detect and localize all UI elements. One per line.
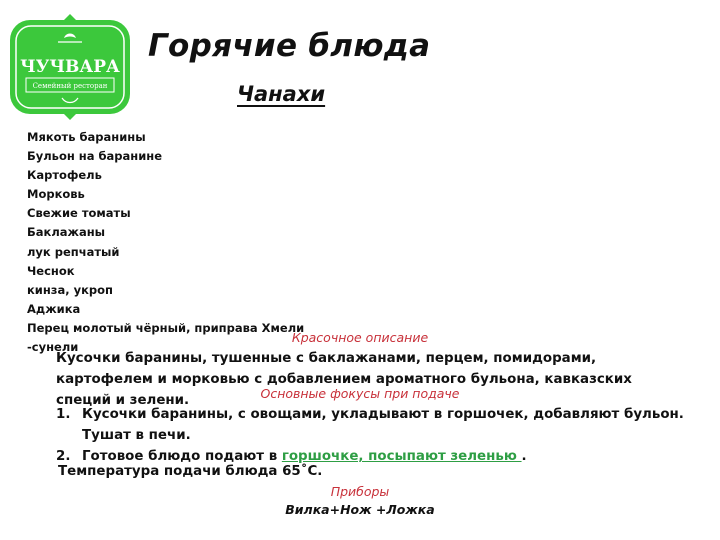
step-number: 1.	[56, 407, 71, 422]
ingredient-list	[27, 128, 304, 357]
step-text: Кусочки баранины, с овощами, укладывают в горшочек, добавляют бульон. Тушат в печи.	[82, 407, 684, 443]
step-text: Готовое блюдо подают в	[82, 449, 282, 464]
logo-name: ЧУЧВАРА	[20, 57, 120, 77]
ingredient-item: -сунели	[27, 340, 79, 355]
ingredient-item: Перец молотый чёрный, приправа Хмели	[27, 320, 305, 335]
description-heading: Красочное описание	[291, 330, 429, 345]
ingredient-item: Бульон на баранине	[27, 149, 163, 164]
page-title: Горячие блюда	[148, 28, 431, 64]
serving-link[interactable]: горшочке, посыпают зеленью	[281, 449, 522, 464]
ingredient-item: Картофель	[27, 168, 102, 183]
description-text: Кусочки баранины, тушенные с баклажанами, перцем, помидорами, картофелем и морковью с добавлением ароматного бульона, кавказских специй и зелени.	[56, 351, 632, 408]
ingredient-item: Баклажаны	[27, 225, 106, 240]
step-number: 2.	[56, 449, 71, 464]
ingredient-item: Морковь	[27, 187, 85, 202]
serving-temperature: Температура подачи блюда 65˚С.	[58, 464, 323, 479]
cutlery-items: Вилка+Нож +Ложка	[285, 502, 435, 517]
ingredient-item: лук репчатый	[27, 244, 120, 259]
serving-steps	[56, 404, 686, 467]
ingredient-item: Чеснок	[27, 263, 75, 278]
serving-step	[56, 404, 686, 446]
restaurant-logo	[6, 12, 134, 122]
serving-heading: Основные фокусы при подаче	[260, 386, 460, 401]
dish-name: Чанахи	[237, 82, 326, 106]
step-text-end: .	[521, 449, 527, 464]
cutlery-heading: Приборы	[330, 484, 390, 499]
ingredient-item: Свежие томаты	[27, 206, 131, 221]
logo-tagline: Семейный ресторан	[32, 82, 108, 90]
ingredient-item: Мякоть баранины	[27, 130, 146, 144]
ingredient-item: Аджика	[27, 301, 81, 316]
ingredient-item: кинза, укроп	[27, 282, 114, 297]
